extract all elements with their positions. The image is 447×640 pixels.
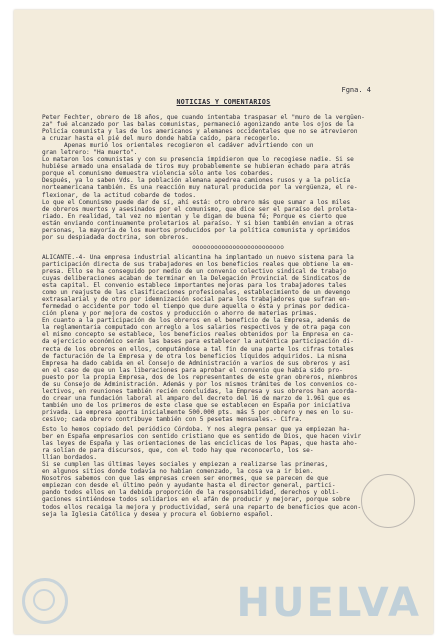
text-line: llían bordados. xyxy=(42,454,98,462)
text-line: hubiése armado una ensalada de tiros muy probablemente se hubieran echado para atrás xyxy=(42,163,351,171)
text-line: Lo que el Comunismo puede dar de sí, ahí está: otro obrero más que sumar a los miles xyxy=(42,198,351,206)
text-line: en el caso de que un las liberaciones para aprobar el convenio que había sido pro- xyxy=(42,366,343,374)
text-line: za" fué alcanzado por las balas comunistas, permaneció agonizando ante los ojos de la xyxy=(42,121,354,129)
page-title: NOTICIAS Y COMENTARIOS xyxy=(176,98,271,106)
text-line: gaciones sintiéndose todos solidarios en el afán de producir y mejorar, porque sobre xyxy=(42,496,351,504)
document-body xyxy=(42,114,434,518)
text-line: presa. Ello se ha conseguido por medio de un convenio colectivo sindical de trabajo xyxy=(42,267,347,275)
text-line: de facturación de la Empresa y de otra los beneficios líquidos adquiridos. La misma xyxy=(42,352,347,360)
text-line: Peter Fechter, obrero de 18 años, que cuando intentaba traspasar el "muro de la vergüen- xyxy=(42,114,365,121)
article-berlin xyxy=(42,114,434,241)
text-line: por su despiadada doctrina, son obreros. xyxy=(42,233,189,241)
text-line: Empresa ha dado cabida en el Consejo de Administración a varios de sus obreros y así xyxy=(42,359,351,367)
text-line: Nosotros sabemos con que las empresas creen ser enormes, que se parecen de que xyxy=(42,475,329,483)
text-line: ALICANTE.-4- Una empresa industrial alicantina ha implantado un nuevo sistema para la xyxy=(42,253,354,261)
text-line: de obreros muertos y asesinados por el comunismo, que dice ser el paraíso del proleta- xyxy=(42,205,358,213)
text-line: a cruzar hasta el pié del muro donde había caído, para recogerlo. xyxy=(42,135,281,143)
text-line: ber en España empresarios con sentido cristiano que es sentido de Dios, que hacen vivir xyxy=(42,433,362,441)
text-line: Si se cumplen las últimas leyes sociales y empiezan a realizarse las primeras, xyxy=(42,461,329,469)
text-line: participación directa de sus trabajadores en los beneficios reales que obtiene la em- xyxy=(42,260,354,268)
text-line: riado. En realidad, tal vez no mientan y le digan de buena fé; Porque es cierto que xyxy=(42,212,347,220)
text-line: gran letrero: "Ha muerto". xyxy=(42,149,138,157)
text-line: Después, ya lo saben Vds. la población alemana apedrea camiones rusos y a la policía xyxy=(42,177,351,185)
text-line: Esto lo hemos copiado del periódico Córdoba. Y nos alegra pensar que ya empiezan ha- xyxy=(42,426,351,434)
text-line: privada. La empresa aporta inicialmente 500.000 pts. más 5 por obrero y mes en lo su- xyxy=(42,408,354,416)
text-line: el mismo concepto se establece, los beneficios reales obtenidos por la Empresa en ca- xyxy=(42,331,354,339)
text-line: cuyas deliberaciones acaban de terminar en la Delegación Provincial de Sindicatos de xyxy=(42,275,351,283)
text-line: Lo mataron los comunistas y con su presencia impidieron que lo recogiese nadie. Si se xyxy=(42,156,354,164)
text-line: ra solían de para discursos, que, con el todo hay que reconocerlo, los se- xyxy=(42,447,314,455)
text-line: porque el comunismo demuestra violencia sólo ante los cobardes. xyxy=(42,170,274,178)
text-line: extrasalarial y de otro por idemnización social para los trabajadores que sufran en- xyxy=(42,296,351,304)
text-line: seja la Iglesia Católica y desea y procura el Gobierno español. xyxy=(42,510,274,518)
page-number: Fgna. 4 xyxy=(341,86,371,94)
text-line: Apenas murió los orientales recogieron el cadáver advirtiendo con un xyxy=(42,142,314,150)
text-line: también uno de los primeros de este clase que se establecen en España por iniciativa xyxy=(42,401,351,409)
text-line: recta de los obreros en ellos, computándose a tal fin de una parte los cifras totales xyxy=(42,345,354,353)
text-line: empiezan con desde el último peón y ayudante hasta el director general, partici- xyxy=(42,482,336,490)
text-line: fermedad o accidente por todo el tiempo que dure aquella o ésta y primas por dedica- xyxy=(42,303,351,311)
text-line: todos ellos recaiga la mejora y productividad, será una reparto de beneficios que acon- xyxy=(42,503,362,511)
text-line: En cuanto a la participación de los obreros en el beneficio de la Empresa, además de xyxy=(42,317,351,325)
text-line: lectivos, en reuniones también recién concluídas, la Empresa y sus obreros han acorda- xyxy=(42,387,358,395)
text-line: están enviando continuamente proletarios al paraíso. Y si bien también envían a otras xyxy=(42,219,354,227)
archive-watermark: HUELVA xyxy=(236,580,421,626)
handwritten-seal-mark xyxy=(361,474,415,528)
text-line: pando todos ellos en la debida proporción de la responsabilidad, derechos y obli- xyxy=(42,489,340,497)
text-line: Policía comunista y las de los americanos y alemanes occidentales que no se atrevieron xyxy=(42,128,358,136)
text-line: puesto por la propia Empresa, dos de los representantes de este gran obreros, miembros xyxy=(42,373,358,381)
text-line: cesivo; cada obrero contribuye también con 5 pesetas mensuales.- Cifra. xyxy=(42,415,303,423)
text-line: como un reajuste de las clasificaciones profesionales, establecimiento de un devengo xyxy=(42,289,351,297)
text-line: esta capital. El convenio establece importantes mejoras para los trabajadores tales xyxy=(42,282,347,290)
text-line: da ejercicio económico serán las bases para establecer la auténtica participación di- xyxy=(42,338,354,346)
archive-logo-icon xyxy=(22,578,68,624)
text-line: de su Consejo de Administración. Además y por los mismos trámites de los convenios co- xyxy=(42,380,358,388)
text-line: do crear una fundación laboral al amparo del decreto del 16 de marzo de 1.961 que es xyxy=(42,394,351,402)
article-alicante xyxy=(42,254,434,423)
text-line: flexionar, de la actitud cobarde de todos. xyxy=(42,191,197,199)
text-line: en algunos sitios donde todavía no habían comenzado, la cosa va a ir bien. xyxy=(42,468,314,476)
text-line: las leyes de España y las orientaciones de las encíclicas de los Papas, que hasta aho- xyxy=(42,440,358,448)
text-line: ción plena y por mejora de costos y producción o ahorro de materias primas. xyxy=(42,310,318,318)
separator-line: ooooooooooooooooooooooooo xyxy=(192,243,284,251)
document-page xyxy=(14,10,433,634)
text-line: personas, la mayoría de los muertos producidos por la política comunista y oprimidos xyxy=(42,226,351,234)
text-line: norteamericana también. Es una reacción muy natural producida por la vergüenza, el re- xyxy=(42,184,358,192)
text-line: la reglamentaria computado con arreglo a los salarios respectivos y de otra paga con xyxy=(42,324,351,332)
